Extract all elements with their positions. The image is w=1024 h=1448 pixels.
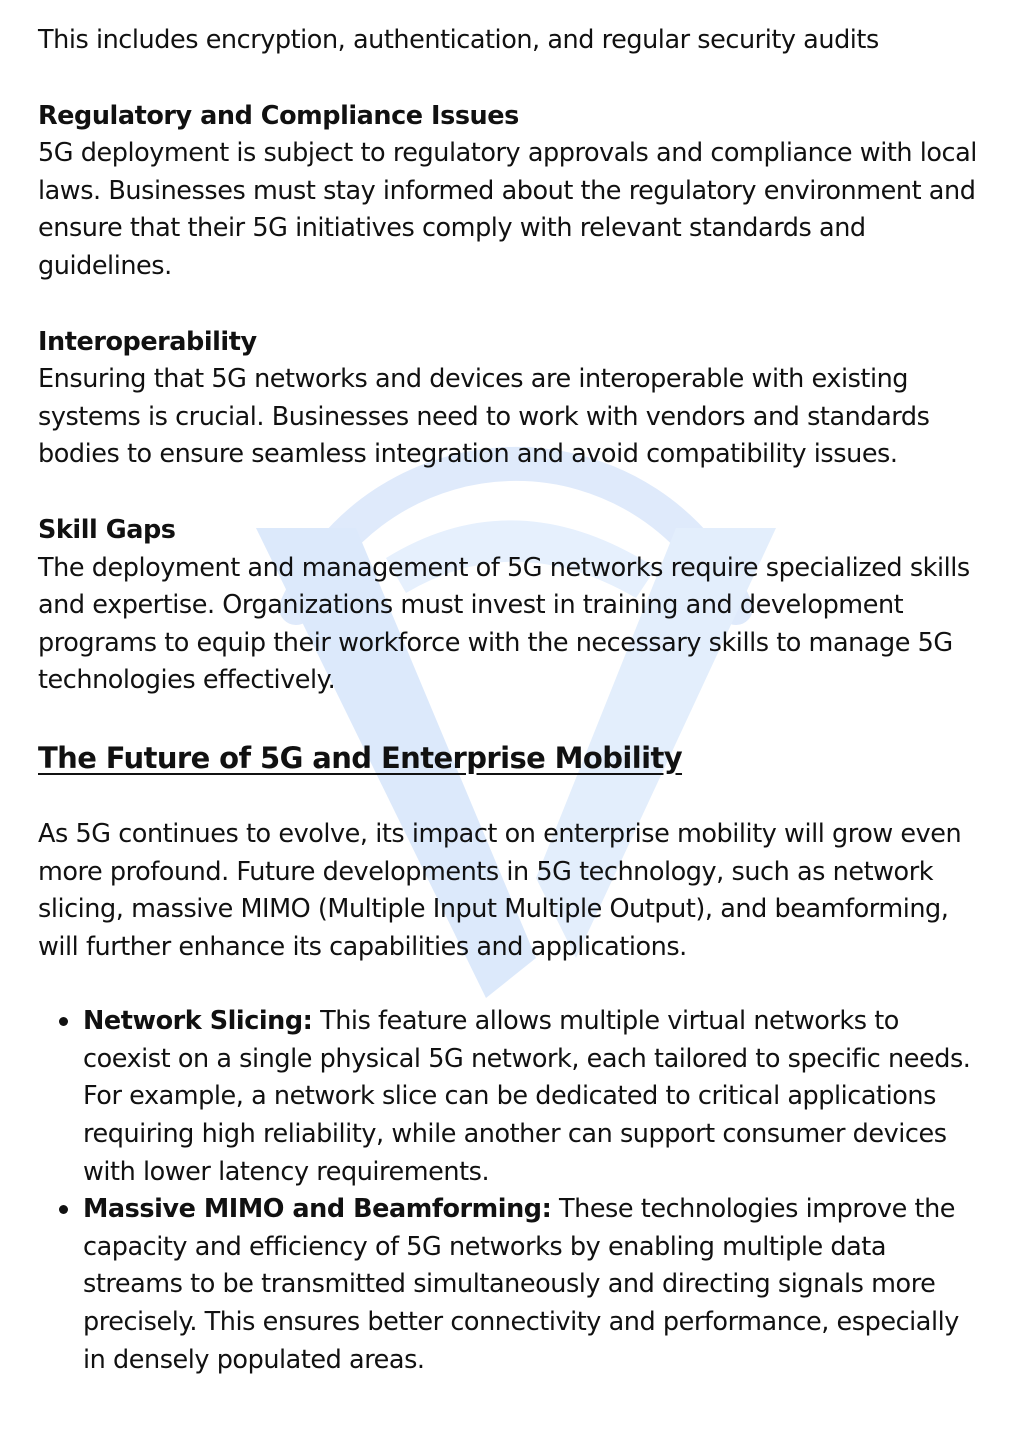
future-intro: As 5G continues to evolve, its impact on enterprise mobility will grow even more profound. Future developments in 5G technology, such as network slicing, massive MIMO (Multiple Input Multiple Output), and beamforming, will further enhance its capabilities and applications. xyxy=(38,818,962,962)
section-heading: Interoperability xyxy=(38,326,257,357)
future-heading: The Future of 5G and Enterprise Mobility xyxy=(38,740,683,775)
section-regulatory xyxy=(38,98,988,286)
section-heading: Skill Gaps xyxy=(38,514,176,545)
section-interoperability xyxy=(38,324,988,474)
bullet-icon xyxy=(59,1205,68,1214)
list-item xyxy=(83,1191,988,1379)
bullet-term: Network Slicing: xyxy=(83,1006,313,1037)
feature-list xyxy=(38,1003,988,1379)
bullet-text: These technologies improve the capacity and efficiency of 5G networks by enabling multiple data streams to be transmitted simultaneously and directing signals more precisely. This ensures better connectivity and performance, especially in densely populated areas. xyxy=(83,1194,959,1375)
section-body: The deployment and management of 5G networks require specialized skills and expertise. Organizations must invest in training and development programs to equip their workforce with the necessary skills to manage 5G technologies effectively. xyxy=(38,552,970,696)
bullet-text: This feature allows multiple virtual networks to coexist on a single physical 5G network, each tailored to specific needs. For example, a network slice can be dedicated to critical applications requiring high reliability, while another can support consumer devices with lower latency requirements. xyxy=(83,1006,971,1187)
bullet-icon xyxy=(59,1017,68,1026)
section-heading: Regulatory and Compliance Issues xyxy=(38,100,519,131)
intro-continuation: This includes encryption, authentication, and regular security audits xyxy=(38,25,879,55)
bullet-term: Massive MIMO and Beamforming: xyxy=(83,1194,552,1225)
section-skill-gaps xyxy=(38,512,988,700)
list-item xyxy=(83,1003,988,1191)
section-body: 5G deployment is subject to regulatory approvals and compliance with local laws. Businesses must stay informed about the regulatory environment and ensure that their 5G initiatives comply with relevant standards and guidelines. xyxy=(38,138,977,281)
section-body: Ensuring that 5G networks and devices are interoperable with existing systems is crucial. Businesses need to work with vendors and standards bodies to ensure seamless integration and avoid compatibility issues. xyxy=(38,364,930,470)
